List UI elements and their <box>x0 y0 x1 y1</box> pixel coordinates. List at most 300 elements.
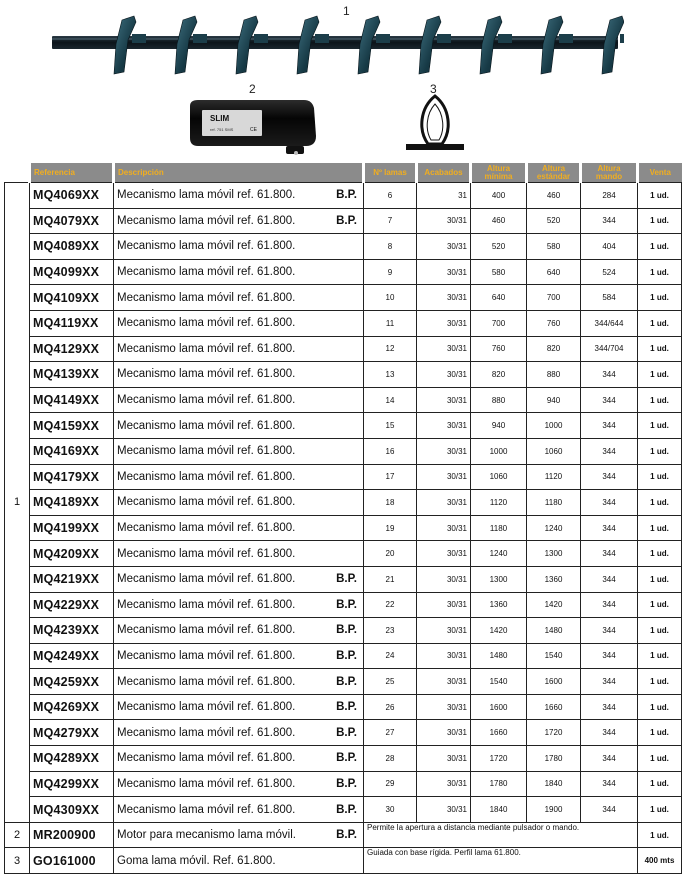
rubber-row <box>5 848 682 874</box>
n-lamas-cell: 10 <box>364 285 417 311</box>
reference-code: MQ4119XX <box>30 310 114 336</box>
altura-mando-cell: 344 <box>581 720 638 746</box>
altura-minima-cell: 1540 <box>471 669 527 695</box>
altura-estandar-cell: 1660 <box>527 694 581 720</box>
n-lamas-cell: 25 <box>364 669 417 695</box>
n-lamas-cell: 6 <box>364 183 417 209</box>
venta-cell: 1 ud. <box>638 234 682 260</box>
rail-clip-tab <box>254 34 268 43</box>
header-altura-minima: Altura mínima <box>471 163 527 183</box>
bp-mark: B.P. <box>336 573 357 586</box>
altura-minima-cell: 1660 <box>471 720 527 746</box>
altura-estandar-cell: 1480 <box>527 618 581 644</box>
n-lamas-cell: 24 <box>364 643 417 669</box>
description-text: Mecanismo lama móvil ref. 61.800. <box>117 189 296 202</box>
altura-estandar-cell: 1060 <box>527 438 581 464</box>
description <box>114 592 364 618</box>
table-row <box>5 183 682 209</box>
table-row <box>5 259 682 285</box>
description <box>114 259 364 285</box>
altura-estandar-cell: 820 <box>527 336 581 362</box>
altura-estandar-cell: 1420 <box>527 592 581 618</box>
altura-mando-cell: 344 <box>581 669 638 695</box>
description <box>114 618 364 644</box>
description <box>114 566 364 592</box>
venta-cell: 1 ud. <box>638 566 682 592</box>
description-text: Mecanismo lama móvil ref. 61.800. <box>117 470 296 483</box>
acabados-cell: 30/31 <box>417 208 471 234</box>
bp-mark: B.P. <box>336 726 357 739</box>
description-text: Mecanismo lama móvil ref. 61.800. <box>117 291 296 304</box>
bp-mark: B.P. <box>336 624 357 637</box>
bp-mark: B.P. <box>336 649 357 662</box>
n-lamas-cell: 9 <box>364 259 417 285</box>
description <box>114 285 364 311</box>
reference-code: MQ4309XX <box>30 797 114 823</box>
reference-code: MQ4149XX <box>30 387 114 413</box>
description <box>114 848 364 874</box>
altura-mando-cell: 344 <box>581 362 638 388</box>
bp-mark: B.P. <box>336 189 357 202</box>
reference-code: MQ4179XX <box>30 464 114 490</box>
venta-cell: 1 ud. <box>638 618 682 644</box>
acabados-cell: 30/31 <box>417 720 471 746</box>
rail-clip-tab <box>315 34 329 43</box>
n-lamas-cell: 15 <box>364 413 417 439</box>
bp-mark: B.P. <box>336 214 357 227</box>
description <box>114 797 364 823</box>
rail-clip-tab <box>132 34 146 43</box>
table-row <box>5 413 682 439</box>
altura-estandar-cell: 1000 <box>527 413 581 439</box>
n-lamas-cell: 21 <box>364 566 417 592</box>
altura-mando-cell: 344/704 <box>581 336 638 362</box>
table-row <box>5 694 682 720</box>
bp-mark: B.P. <box>336 701 357 714</box>
altura-estandar-cell: 1900 <box>527 797 581 823</box>
table-row <box>5 618 682 644</box>
description-text: Mecanismo lama móvil ref. 61.800. <box>117 214 296 227</box>
reference-code: MQ4169XX <box>30 438 114 464</box>
description <box>114 771 364 797</box>
altura-minima-cell: 1180 <box>471 515 527 541</box>
venta-cell: 1 ud. <box>638 797 682 823</box>
description-text: Mecanismo lama móvil ref. 61.800. <box>117 496 296 509</box>
description-text: Mecanismo lama móvil ref. 61.800. <box>117 342 296 355</box>
venta-cell: 1 ud. <box>638 362 682 388</box>
description-text: Mecanismo lama móvil ref. 61.800. <box>117 240 296 253</box>
acabados-cell: 30/31 <box>417 259 471 285</box>
acabados-cell: 30/31 <box>417 310 471 336</box>
altura-minima-cell: 1000 <box>471 438 527 464</box>
rail-clip-tab <box>620 34 624 43</box>
venta-cell: 1 ud. <box>638 413 682 439</box>
description-text: Mecanismo lama móvil ref. 61.800. <box>117 547 296 560</box>
altura-minima-cell: 1720 <box>471 746 527 772</box>
altura-estandar-cell: 1180 <box>527 490 581 516</box>
figure-2-number: 2 <box>249 82 256 96</box>
altura-estandar-cell: 1600 <box>527 669 581 695</box>
altura-minima-cell: 1420 <box>471 618 527 644</box>
header-referencia: Referencia <box>30 163 114 183</box>
reference-code: MR200900 <box>30 822 114 848</box>
acabados-cell: 30/31 <box>417 285 471 311</box>
venta-cell: 1 ud. <box>638 310 682 336</box>
acabados-cell: 30/31 <box>417 566 471 592</box>
description-text: Mecanismo lama móvil ref. 61.800. <box>117 675 296 688</box>
description <box>114 413 364 439</box>
venta-cell: 1 ud. <box>638 771 682 797</box>
acabados-cell: 30/31 <box>417 643 471 669</box>
altura-mando-cell: 284 <box>581 183 638 209</box>
description-text: Mecanismo lama móvil ref. 61.800. <box>117 573 296 586</box>
description <box>114 669 364 695</box>
group-label: 1 <box>5 183 30 823</box>
acabados-cell: 30/31 <box>417 669 471 695</box>
altura-minima-cell: 520 <box>471 234 527 260</box>
description-text: Mecanismo lama móvil ref. 61.800. <box>117 598 296 611</box>
description <box>114 541 364 567</box>
acabados-cell: 31 <box>417 183 471 209</box>
n-lamas-cell: 18 <box>364 490 417 516</box>
n-lamas-cell: 22 <box>364 592 417 618</box>
description <box>114 464 364 490</box>
description-text: Mecanismo lama móvil ref. 61.800. <box>117 522 296 535</box>
table-row <box>5 362 682 388</box>
reference-code: GO161000 <box>30 848 114 874</box>
acabados-cell: 30/31 <box>417 618 471 644</box>
altura-mando-cell: 344 <box>581 694 638 720</box>
reference-code: MQ4079XX <box>30 208 114 234</box>
venta-cell: 1 ud. <box>638 822 682 848</box>
description-text: Mecanismo lama móvil ref. 61.800. <box>117 419 296 432</box>
description-text: Mecanismo lama móvil ref. 61.800. <box>117 777 296 790</box>
altura-mando-cell: 344 <box>581 438 638 464</box>
product-table <box>4 163 682 874</box>
acabados-cell: 30/31 <box>417 746 471 772</box>
altura-minima-cell: 1780 <box>471 771 527 797</box>
table-row <box>5 285 682 311</box>
rail-clip-tab <box>376 34 390 43</box>
reference-code: MQ4139XX <box>30 362 114 388</box>
altura-estandar-cell: 1780 <box>527 746 581 772</box>
motor-row <box>5 822 682 848</box>
n-lamas-cell: 14 <box>364 387 417 413</box>
reference-code: MQ4289XX <box>30 746 114 772</box>
altura-minima-cell: 1360 <box>471 592 527 618</box>
altura-estandar-cell: 1840 <box>527 771 581 797</box>
venta-cell: 1 ud. <box>638 541 682 567</box>
n-lamas-cell: 30 <box>364 797 417 823</box>
venta-cell: 1 ud. <box>638 746 682 772</box>
altura-mando-cell: 344 <box>581 208 638 234</box>
description <box>114 515 364 541</box>
altura-estandar-cell: 460 <box>527 183 581 209</box>
table-body <box>5 183 682 823</box>
reference-code: MQ4069XX <box>30 183 114 209</box>
mechanism-rail-image <box>52 14 624 78</box>
acabados-cell: 30/31 <box>417 438 471 464</box>
venta-cell: 1 ud. <box>638 643 682 669</box>
motor-image <box>186 96 320 158</box>
group-label: 2 <box>5 822 30 848</box>
reference-code: MQ4199XX <box>30 515 114 541</box>
altura-estandar-cell: 580 <box>527 234 581 260</box>
rail-clip-tab <box>559 34 573 43</box>
header-n-lamas: Nº lamas <box>364 163 417 183</box>
venta-cell: 1 ud. <box>638 515 682 541</box>
reference-code: MQ4279XX <box>30 720 114 746</box>
bp-mark: B.P. <box>336 675 357 688</box>
altura-mando-cell: 344 <box>581 771 638 797</box>
altura-minima-cell: 700 <box>471 310 527 336</box>
altura-estandar-cell: 940 <box>527 387 581 413</box>
acabados-cell: 30/31 <box>417 464 471 490</box>
bp-mark: B.P. <box>336 803 357 816</box>
altura-mando-cell: 344 <box>581 490 638 516</box>
venta-cell: 400 mts <box>638 848 682 874</box>
altura-mando-cell: 344 <box>581 797 638 823</box>
altura-minima-cell: 460 <box>471 208 527 234</box>
rail-clip-tab <box>437 34 451 43</box>
description-text: Mecanismo lama móvil ref. 61.800. <box>117 803 296 816</box>
table-row <box>5 746 682 772</box>
altura-minima-cell: 580 <box>471 259 527 285</box>
table-row <box>5 797 682 823</box>
reference-code: MQ4209XX <box>30 541 114 567</box>
table-row <box>5 310 682 336</box>
header-altura-estandar: Altura estándar <box>527 163 581 183</box>
table-row <box>5 669 682 695</box>
table-row <box>5 515 682 541</box>
description <box>114 208 364 234</box>
venta-cell: 1 ud. <box>638 387 682 413</box>
altura-mando-cell: 344 <box>581 746 638 772</box>
description-text: Mecanismo lama móvil ref. 61.800. <box>117 266 296 279</box>
accessory-rows <box>5 822 682 873</box>
reference-code: MQ4249XX <box>30 643 114 669</box>
bp-mark: B.P. <box>336 777 357 790</box>
altura-minima-cell: 940 <box>471 413 527 439</box>
header-acabados: Acabados <box>417 163 471 183</box>
altura-estandar-cell: 1240 <box>527 515 581 541</box>
table-row <box>5 387 682 413</box>
altura-estandar-cell: 640 <box>527 259 581 285</box>
description <box>114 336 364 362</box>
figure-3-number: 3 <box>430 82 437 96</box>
reference-code: MQ4109XX <box>30 285 114 311</box>
altura-minima-cell: 760 <box>471 336 527 362</box>
description <box>114 234 364 260</box>
reference-code: MQ4239XX <box>30 618 114 644</box>
acabados-cell: 30/31 <box>417 413 471 439</box>
altura-mando-cell: 344 <box>581 541 638 567</box>
venta-cell: 1 ud. <box>638 669 682 695</box>
acabados-cell: 30/31 <box>417 234 471 260</box>
altura-estandar-cell: 880 <box>527 362 581 388</box>
altura-mando-cell: 344 <box>581 643 638 669</box>
venta-cell: 1 ud. <box>638 183 682 209</box>
description-text: Motor para mecanismo lama móvil. <box>117 829 296 842</box>
n-lamas-cell: 16 <box>364 438 417 464</box>
rubber-note: Guiada con base rígida. Perfil lama 61.800. <box>364 848 638 874</box>
altura-mando-cell: 344 <box>581 566 638 592</box>
altura-minima-cell: 1480 <box>471 643 527 669</box>
reference-code: MQ4189XX <box>30 490 114 516</box>
header-group-blank <box>5 163 30 183</box>
reference-code: MQ4219XX <box>30 566 114 592</box>
table-row <box>5 771 682 797</box>
description-text: Mecanismo lama móvil ref. 61.800. <box>117 368 296 381</box>
venta-cell: 1 ud. <box>638 285 682 311</box>
altura-minima-cell: 640 <box>471 285 527 311</box>
altura-mando-cell: 344/644 <box>581 310 638 336</box>
altura-minima-cell: 400 <box>471 183 527 209</box>
rubber-profile-image <box>402 94 468 158</box>
acabados-cell: 30/31 <box>417 515 471 541</box>
description <box>114 183 364 209</box>
description <box>114 387 364 413</box>
altura-minima-cell: 820 <box>471 362 527 388</box>
altura-estandar-cell: 1720 <box>527 720 581 746</box>
venta-cell: 1 ud. <box>638 438 682 464</box>
description <box>114 643 364 669</box>
acabados-cell: 30/31 <box>417 362 471 388</box>
rail-clip-tab <box>193 34 207 43</box>
description-text: Mecanismo lama móvil ref. 61.800. <box>117 752 296 765</box>
altura-minima-cell: 1600 <box>471 694 527 720</box>
description-text: Mecanismo lama móvil ref. 61.800. <box>117 701 296 714</box>
venta-cell: 1 ud. <box>638 490 682 516</box>
n-lamas-cell: 20 <box>364 541 417 567</box>
acabados-cell: 30/31 <box>417 490 471 516</box>
acabados-cell: 30/31 <box>417 797 471 823</box>
n-lamas-cell: 28 <box>364 746 417 772</box>
n-lamas-cell: 26 <box>364 694 417 720</box>
description-text: Goma lama móvil. Ref. 61.800. <box>117 854 276 867</box>
acabados-cell: 30/31 <box>417 771 471 797</box>
bp-mark: B.P. <box>336 752 357 765</box>
n-lamas-cell: 23 <box>364 618 417 644</box>
altura-estandar-cell: 1300 <box>527 541 581 567</box>
description-text: Mecanismo lama móvil ref. 61.800. <box>117 317 296 330</box>
table-row <box>5 336 682 362</box>
reference-code: MQ4089XX <box>30 234 114 260</box>
altura-mando-cell: 344 <box>581 515 638 541</box>
acabados-cell: 30/31 <box>417 592 471 618</box>
altura-minima-cell: 1060 <box>471 464 527 490</box>
description-text: Mecanismo lama móvil ref. 61.800. <box>117 624 296 637</box>
description <box>114 438 364 464</box>
altura-minima-cell: 1120 <box>471 490 527 516</box>
venta-cell: 1 ud. <box>638 592 682 618</box>
altura-estandar-cell: 1120 <box>527 464 581 490</box>
description <box>114 362 364 388</box>
n-lamas-cell: 13 <box>364 362 417 388</box>
reference-code: MQ4159XX <box>30 413 114 439</box>
reference-code: MQ4099XX <box>30 259 114 285</box>
altura-estandar-cell: 1360 <box>527 566 581 592</box>
reference-code: MQ4269XX <box>30 694 114 720</box>
description <box>114 822 364 848</box>
altura-mando-cell: 524 <box>581 259 638 285</box>
reference-code: MQ4299XX <box>30 771 114 797</box>
venta-cell: 1 ud. <box>638 336 682 362</box>
altura-mando-cell: 584 <box>581 285 638 311</box>
n-lamas-cell: 8 <box>364 234 417 260</box>
rail-clip-tab <box>498 34 512 43</box>
altura-minima-cell: 880 <box>471 387 527 413</box>
n-lamas-cell: 27 <box>364 720 417 746</box>
acabados-cell: 30/31 <box>417 336 471 362</box>
altura-mando-cell: 344 <box>581 464 638 490</box>
altura-mando-cell: 344 <box>581 413 638 439</box>
venta-cell: 1 ud. <box>638 259 682 285</box>
altura-mando-cell: 344 <box>581 618 638 644</box>
figure-1-number: 1 <box>343 4 350 18</box>
description <box>114 746 364 772</box>
table-row <box>5 234 682 260</box>
n-lamas-cell: 11 <box>364 310 417 336</box>
table-row <box>5 464 682 490</box>
altura-estandar-cell: 1540 <box>527 643 581 669</box>
bp-mark: B.P. <box>336 598 357 611</box>
description-text: Mecanismo lama móvil ref. 61.800. <box>117 394 296 407</box>
table-row <box>5 643 682 669</box>
venta-cell: 1 ud. <box>638 208 682 234</box>
table-row <box>5 541 682 567</box>
altura-mando-cell: 344 <box>581 592 638 618</box>
reference-code: MQ4259XX <box>30 669 114 695</box>
description-text: Mecanismo lama móvil ref. 61.800. <box>117 445 296 458</box>
ce-mark: CE <box>250 127 257 133</box>
header-descripcion: Descripción <box>114 163 364 183</box>
altura-mando-cell: 344 <box>581 387 638 413</box>
table-row <box>5 438 682 464</box>
group-label: 3 <box>5 848 30 874</box>
table-row <box>5 592 682 618</box>
motor-brand-label: SLIM <box>210 114 230 123</box>
venta-cell: 1 ud. <box>638 694 682 720</box>
n-lamas-cell: 29 <box>364 771 417 797</box>
table-row <box>5 566 682 592</box>
description-text: Mecanismo lama móvil ref. 61.800. <box>117 649 296 662</box>
rail-clip <box>602 16 624 74</box>
venta-cell: 1 ud. <box>638 720 682 746</box>
altura-minima-cell: 1240 <box>471 541 527 567</box>
header-row <box>5 163 682 183</box>
acabados-cell: 30/31 <box>417 541 471 567</box>
description-text: Mecanismo lama móvil ref. 61.800. <box>117 726 296 739</box>
reference-code: MQ4129XX <box>30 336 114 362</box>
acabados-cell: 30/31 <box>417 387 471 413</box>
n-lamas-cell: 7 <box>364 208 417 234</box>
description <box>114 694 364 720</box>
acabados-cell: 30/31 <box>417 694 471 720</box>
description <box>114 490 364 516</box>
n-lamas-cell: 17 <box>364 464 417 490</box>
altura-minima-cell: 1840 <box>471 797 527 823</box>
motor-note: Permite la apertura a distancia mediante pulsador o mando. <box>364 822 638 848</box>
table-row <box>5 490 682 516</box>
description <box>114 720 364 746</box>
motor-small-label: ref. 751 SMS <box>210 127 234 132</box>
altura-minima-cell: 1300 <box>471 566 527 592</box>
table-row <box>5 720 682 746</box>
table-row <box>5 208 682 234</box>
altura-estandar-cell: 760 <box>527 310 581 336</box>
altura-mando-cell: 404 <box>581 234 638 260</box>
